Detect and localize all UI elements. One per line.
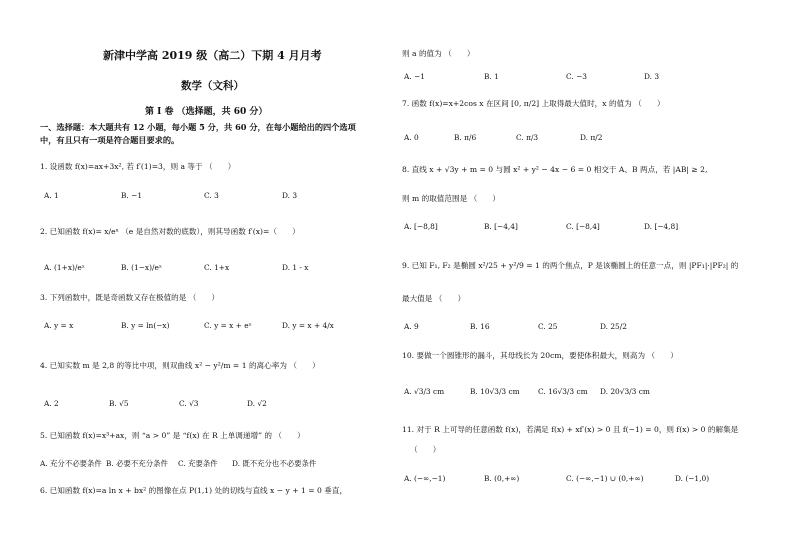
q10-option-a: A. √3/3 cm [404, 387, 445, 396]
q9-option-b: B. 16 [470, 322, 490, 331]
q5-option-c: C. 充要条件 [178, 459, 218, 468]
question-10-stem: 10. 要做一个圆锥形的漏斗，其母线长为 20cm，要使体积最大，则高为 （ ） [402, 351, 678, 360]
q7-option-a: A. 0 [404, 133, 419, 142]
q3-option-d: D. y = x + 4/x [282, 321, 334, 330]
q1-option-c: C. 3 [204, 191, 219, 200]
q10-option-c: C. 16√3/3 cm [538, 387, 588, 396]
q9-option-a: A. 9 [404, 322, 419, 331]
q2-option-b: B. (1−x)/eˣ [121, 263, 162, 272]
q7-option-c: C. π/3 [516, 133, 539, 142]
question-4-stem: 4. 已知实数 m 是 2,8 的等比中项，则双曲线 x² − y²/m = 1 的离心率为 （ ） [40, 361, 320, 370]
question-7-stem: 7. 函数 f(x)=x+2cos x 在区间 [0, π/2] 上取得最大值时，x 的值为 （ ） [402, 99, 665, 108]
question-5-stem: 5. 已知函数 f(x)=x³+ax，则 “a > 0” 是 “f(x) 在 R 上单调递增” 的 （ ） [40, 431, 305, 440]
q11-option-a: A. (−∞,−1) [404, 474, 446, 483]
question-11-stem: 11. 对于 R 上可导的任意函数 f(x)，若满足 f(x) + xf′(x) > 0 且 f(−1) = 0，则 f(x) > 0 的解集是 [402, 425, 739, 434]
q1-option-b: B. −1 [121, 191, 143, 200]
exam-title: 新津中学高 2019 级（高二）下期 4 月月考 [103, 49, 322, 62]
q11-option-d: D. (−1,0) [675, 474, 710, 483]
q8-option-b: B. [−4,4] [484, 222, 518, 231]
q7-option-b: B. π/6 [454, 133, 477, 142]
q3-option-b: B. y = ln(−x) [121, 321, 170, 330]
question-3-stem: 3. 下列函数中，既是奇函数又存在极值的是 （ ） [40, 293, 220, 302]
q11-option-c: C. (−∞,−1) ∪ (0,+∞) [566, 474, 644, 483]
q11-option-b: B. (0,+∞) [484, 474, 520, 483]
q6-option-a: A. −1 [404, 72, 425, 81]
q5-option-a: A. 充分不必要条件 [40, 459, 102, 468]
q2-option-c: C. 1+x [204, 263, 230, 272]
q6-option-c: C. −3 [566, 72, 587, 81]
q4-option-a: A. 2 [44, 399, 59, 408]
q8-option-c: C. [−8,4] [566, 222, 600, 231]
q2-option-a: A. (1+x)/eˣ [44, 263, 85, 272]
question-9-continued: 最大值是 （ ） [402, 294, 466, 303]
q2-option-d: D. 1 - x [282, 263, 309, 272]
question-8-stem: 8. 直线 x + √3y + m = 0 与圆 x² + y² − 4x − 6 = 0 相交于 A、B 两点，若 |AB| ≥ 2, [402, 165, 708, 174]
q8-option-a: A. [−8,8] [404, 222, 438, 231]
q8-option-d: D. [−4,8] [644, 222, 679, 231]
instructions-line-2: 中，有且只有一项是符合题目要求的。 [40, 135, 180, 145]
instructions-line-1: 一、选择题：本大题共有 12 小题，每小题 5 分，共 60 分，在每小题给出的四个选项 [40, 122, 356, 132]
q10-option-d: D. 20√3/3 cm [600, 387, 650, 396]
question-6-stem: 6. 已知函数 f(x)=a ln x + bx² 的图像在点 P(1,1) 处的切线与直线 x − y + 1 = 0 垂直， [40, 486, 348, 495]
q4-option-b: B. √5 [109, 399, 129, 408]
q4-option-d: D. √2 [247, 399, 267, 408]
q6-option-b: B. 1 [484, 72, 499, 81]
question-6-continued: 则 a 的值为 （ ） [402, 49, 475, 58]
q6-option-d: D. 3 [644, 72, 660, 81]
q3-option-c: C. y = x + eˣ [204, 321, 252, 330]
q10-option-b: B. 10√3/3 cm [470, 387, 520, 396]
question-9-stem: 9. 已知 F₁, F₂ 是椭圆 x²/25 + y²/9 = 1 的两个焦点，P 是该椭圆上的任意一点，则 |PF₁|·|PF₂| 的 [402, 261, 739, 270]
q1-option-a: A. 1 [44, 191, 59, 200]
question-2-stem: 2. 已知函数 f(x)= x/eˣ （e 是自然对数的底数），则其导函数 f′(x)=（ ） [40, 227, 300, 236]
q7-option-d: D. π/2 [580, 133, 603, 142]
q3-option-a: A. y = x [44, 321, 74, 330]
question-1-stem: 1. 设函数 f(x)=ax+3x², 若 f′(1)=3，则 a 等于 （ ） [40, 162, 236, 171]
q4-option-c: C. √3 [179, 399, 199, 408]
q9-option-c: C. 25 [538, 322, 558, 331]
q9-option-d: D. 25/2 [600, 322, 627, 331]
q5-option-b: B. 必要不充分条件 [106, 459, 168, 468]
question-8-continued: 则 m 的取值范围是 （ ） [402, 194, 500, 203]
exam-subject: 数学（文科） [181, 80, 244, 92]
q5-option-d: D. 既不充分也不必要条件 [232, 459, 317, 468]
question-11-continued: （ ） [410, 445, 441, 454]
section-heading: 第 I 卷 （选择题，共 60 分） [145, 107, 268, 117]
q1-option-d: D. 3 [282, 191, 298, 200]
